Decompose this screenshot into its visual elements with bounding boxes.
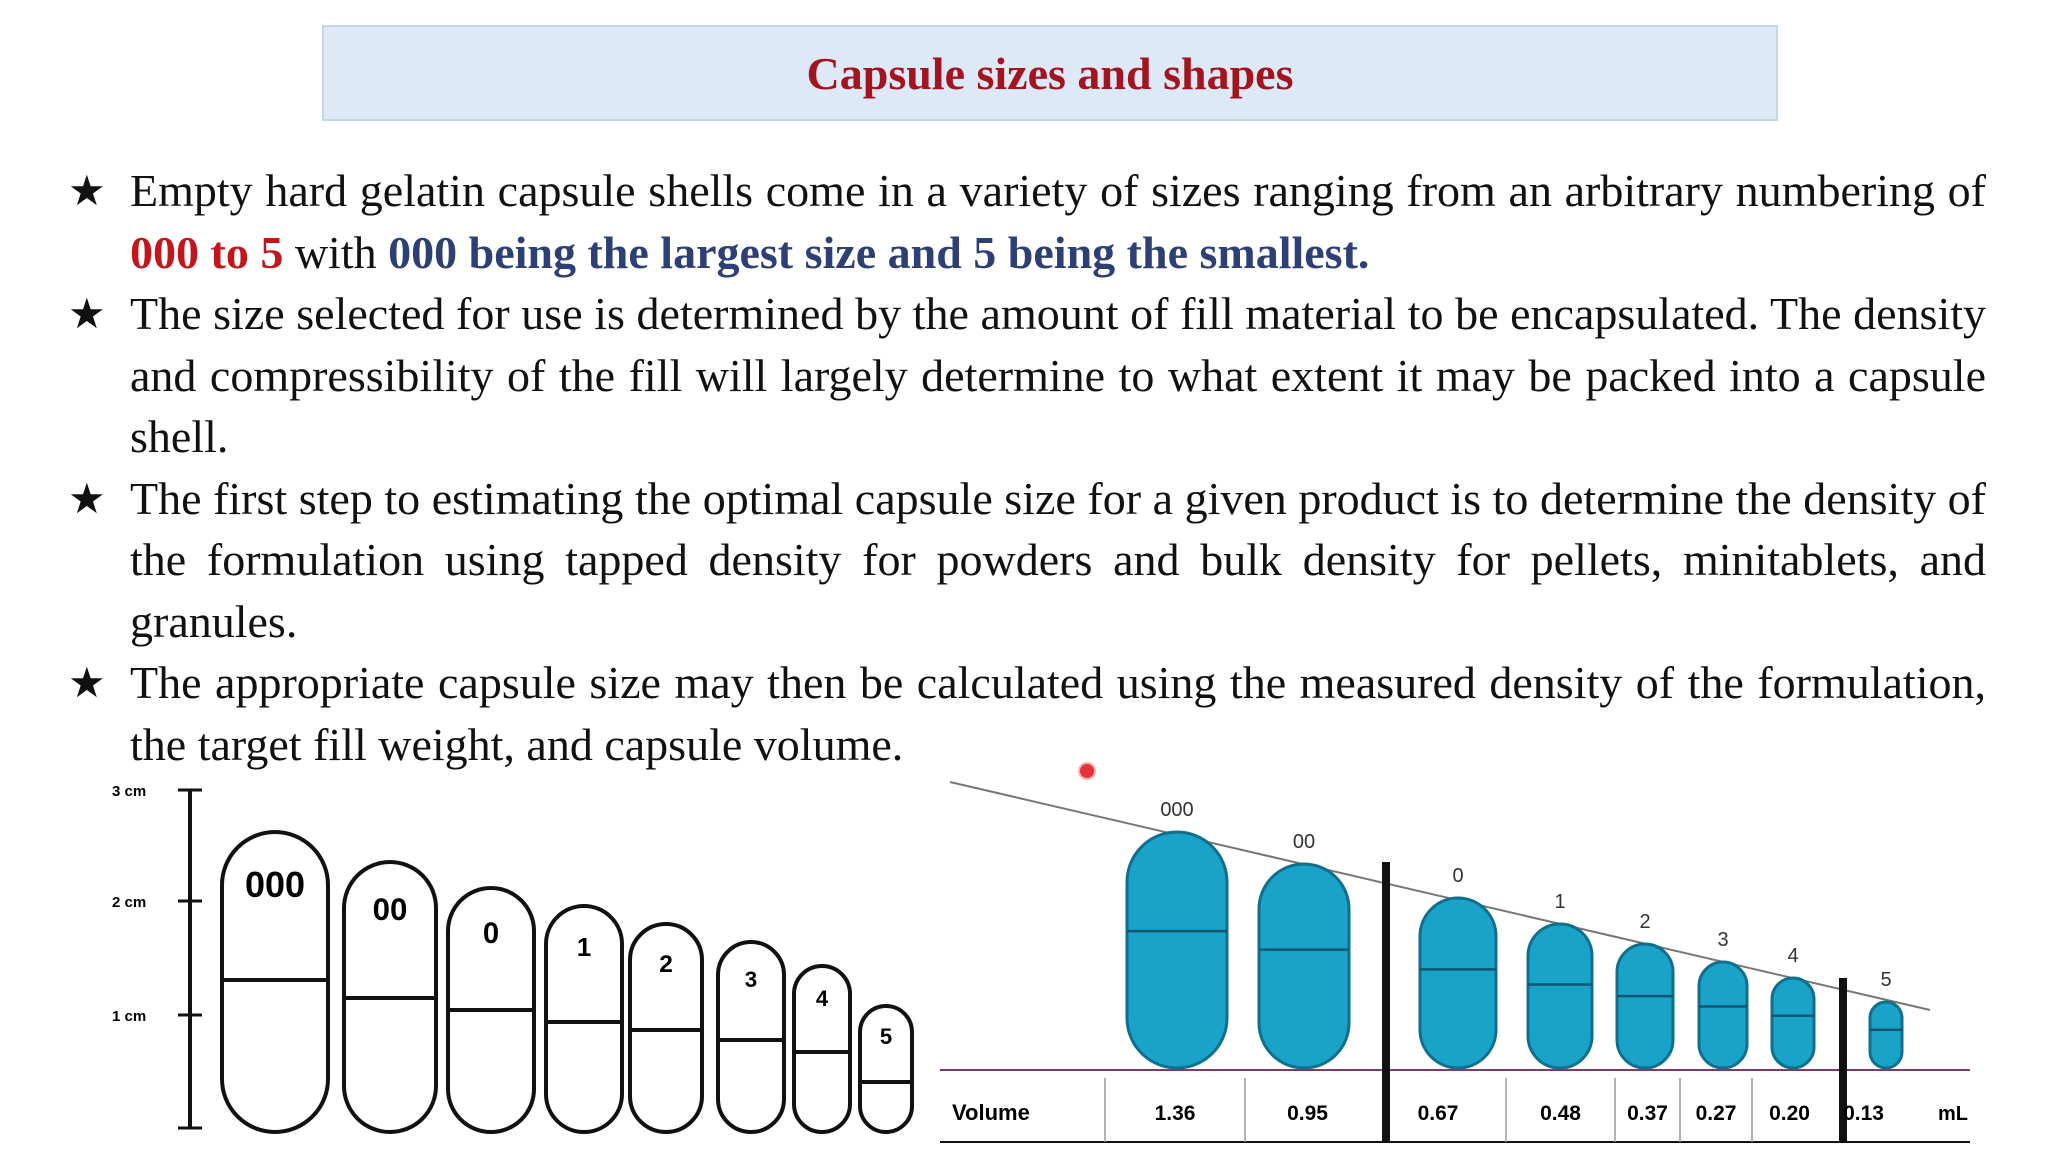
volume-row-label: Volume <box>952 1100 1030 1125</box>
capsule-outline-label: 00 <box>372 892 408 927</box>
volume-value: 0.13 <box>1843 1102 1884 1125</box>
capsule-volume-svg <box>940 770 1980 1150</box>
capsule-outline-label: 3 <box>744 967 758 992</box>
volume-capsule-size-label: 00 <box>1292 831 1316 853</box>
volume-capsule-size-label: 1 <box>1554 891 1566 913</box>
volume-capsule-00 <box>1259 831 1349 1125</box>
bullet-highlight-red: 000 to 5 <box>130 226 284 278</box>
capsule-volume-figure <box>940 770 1980 1155</box>
capsule-outline-00 <box>344 862 436 1132</box>
capsule-outline-label: 1 <box>576 934 592 962</box>
bullet-text: Empty hard gelatin capsule shells come in a variety of sizes ranging from an arbitrary numbering of <box>130 165 1986 216</box>
volume-value: 0.20 <box>1769 1102 1810 1125</box>
volume-capsule-size-label: 000 <box>1160 799 1194 821</box>
volume-capsule-2 <box>1617 911 1673 1125</box>
capsule-outline-figure <box>100 772 920 1147</box>
capsule-outlines <box>222 832 912 1132</box>
capsule-outline-0 <box>448 888 534 1132</box>
volume-value: 0.27 <box>1695 1102 1737 1125</box>
pointer-cursor <box>1078 762 1096 780</box>
volume-value: 0.67 <box>1417 1102 1459 1125</box>
scale-label-2cm: 2 cm <box>112 894 147 911</box>
capsule-outline-000 <box>222 832 328 1132</box>
bullet-item <box>60 468 1986 653</box>
volume-capsule-size-label: 3 <box>1717 929 1729 951</box>
bullet-text: The appropriate capsule size may then be calculated using the measured density of the formulation, the target fill weight, and capsule volume. <box>130 657 1986 770</box>
volume-value: 1.36 <box>1154 1102 1196 1125</box>
bullet-item <box>60 283 1986 468</box>
volume-unit: mL <box>1938 1103 1968 1125</box>
volume-capsule-size-label: 0 <box>1452 865 1464 887</box>
capsule-outline-1 <box>546 906 622 1132</box>
volume-capsule-000 <box>1127 799 1227 1125</box>
scale-bar <box>112 783 202 1128</box>
star-icon: ★ <box>68 289 106 338</box>
volume-capsule-3 <box>1696 929 1747 1125</box>
volume-capsules <box>1105 799 1902 1142</box>
capsule-outline-5 <box>860 1006 912 1132</box>
scale-label-3cm: 3 cm <box>112 783 147 800</box>
capsule-outline-2 <box>630 924 702 1132</box>
capsule-outline-svg <box>100 772 920 1142</box>
star-icon: ★ <box>68 658 106 707</box>
volume-value: 0.48 <box>1540 1102 1581 1125</box>
capsule-outline-4 <box>794 966 850 1132</box>
capsule-outline-label: 2 <box>659 951 673 978</box>
capsule-outline-label: 000 <box>244 864 306 905</box>
bullet-item <box>60 652 1986 775</box>
scale-label-1cm: 1 cm <box>112 1008 147 1025</box>
title-banner <box>322 25 1778 121</box>
bullet-text: The size selected for use is determined by the amount of fill material to be encapsulated. The density and compressibility of the fill will largely determine to what extent it may be packed into a capsule shell. <box>130 288 1986 462</box>
volume-capsule-size-label: 2 <box>1639 911 1651 933</box>
volume-capsule-1 <box>1528 891 1592 1125</box>
star-icon: ★ <box>68 473 106 523</box>
volume-capsule-0 <box>1418 865 1496 1125</box>
bullet-list <box>60 160 1986 775</box>
volume-value: 0.95 <box>1287 1102 1328 1125</box>
bullet-text: The first step to estimating the optimal capsule size for a given product is to determine the density of the formulation using tapped density for powders and bulk density for pellets, minitablets, and granules. <box>130 472 1986 647</box>
capsule-outline-label: 0 <box>482 918 500 950</box>
capsule-outline-label: 4 <box>815 986 829 1011</box>
volume-capsule-size-label: 5 <box>1880 969 1892 991</box>
volume-capsule-4 <box>1769 945 1814 1125</box>
capsule-outline-3 <box>718 942 784 1132</box>
volume-value: 0.37 <box>1627 1102 1668 1125</box>
capsule-outline-label: 5 <box>879 1024 893 1049</box>
bullet-text: with <box>283 226 389 278</box>
bullet-highlight-blue: 000 being the largest size and 5 being the smallest. <box>388 226 1370 278</box>
star-icon: ★ <box>68 166 106 215</box>
slide-title: Capsule sizes and shapes <box>806 47 1294 99</box>
bullet-item <box>60 160 1986 283</box>
volume-capsule-size-label: 4 <box>1787 945 1799 967</box>
